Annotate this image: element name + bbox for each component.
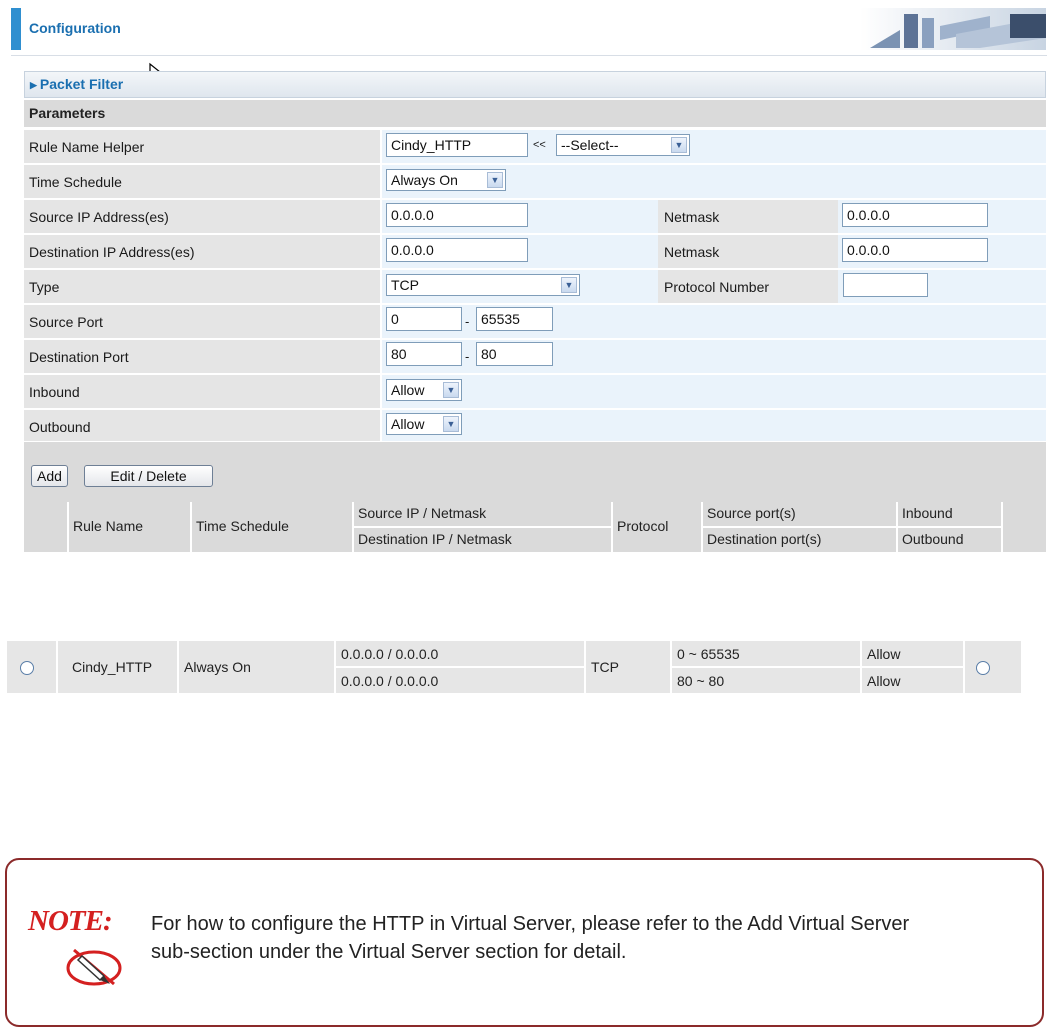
time-schedule-label: Time Schedule [29, 174, 122, 190]
inbound-label: Inbound [29, 384, 80, 400]
destination-port-to-input[interactable]: 80 [476, 342, 553, 366]
destination-port-label: Destination Port [29, 349, 129, 365]
inbound-header-label: Inbound [902, 505, 953, 521]
packet-filter-bar [24, 71, 1046, 98]
note-line-2: sub-section under the Virtual Server section for detail. [151, 941, 627, 963]
outbound-label-cell [24, 410, 380, 441]
edit-delete-button[interactable]: Edit / Delete [84, 465, 213, 487]
header-divider [11, 55, 1047, 56]
source-ip-header-label: Source IP / Netmask [358, 505, 487, 521]
row-inbound: Allow [867, 646, 901, 662]
row-source-ports-cell [672, 641, 860, 666]
inbound-label-cell [24, 375, 380, 408]
protocol-number-label-cell [658, 270, 838, 303]
section-title-label: Packet Filter [39, 76, 124, 92]
helper-separator: << [533, 139, 546, 151]
table-header-dest-ip [354, 528, 611, 552]
source-port-to-input[interactable]: 65535 [476, 307, 553, 331]
note-line-1: For how to configure the HTTP in Virtual Server, please refer to the Add Virtual Server [151, 913, 910, 935]
row-inbound-cell [862, 641, 963, 666]
inbound-select[interactable] [386, 379, 462, 401]
chevron-down-icon: ▼ [561, 277, 577, 293]
table-header-source-ip [354, 502, 611, 526]
table-header-source-ports [703, 502, 896, 526]
dest-ports-header-label: Destination port(s) [707, 531, 822, 547]
source-port-label-cell [24, 305, 380, 338]
table-header-dest-ports [703, 528, 896, 552]
source-ip-label: Source IP Address(es) [29, 209, 169, 225]
source-ports-header-label: Source port(s) [707, 505, 796, 521]
chevron-down-icon: ▼ [487, 172, 503, 188]
row-dest-ip-cell [336, 668, 584, 693]
rule-name-helper-select[interactable] [556, 134, 690, 156]
table-header-protocol [613, 502, 701, 552]
row-edit-radio[interactable] [976, 661, 990, 675]
rule-name-label: Rule Name Helper [29, 139, 145, 155]
row-outbound: Allow [867, 673, 901, 689]
rule-name-label-cell [24, 130, 380, 163]
row-time-schedule: Always On [184, 659, 251, 675]
triangle-right-icon: ▶ [30, 80, 37, 90]
protocol-number-label: Protocol Number [664, 279, 770, 295]
outbound-select-value: Allow [391, 416, 425, 432]
type-select-value: TCP [391, 277, 419, 293]
time-schedule-header-label: Time Schedule [196, 518, 289, 534]
source-port-dash: - [465, 314, 470, 329]
inbound-select-value: Allow [391, 382, 425, 398]
protocol-number-input[interactable] [843, 273, 928, 297]
chevron-down-icon: ▼ [671, 137, 687, 153]
destination-ip-label-cell [24, 235, 380, 268]
table-header-time-schedule [192, 502, 352, 552]
destination-netmask-label-cell [658, 235, 838, 268]
row-dest-ports-cell [672, 668, 860, 693]
chevron-down-icon: ▼ [443, 382, 459, 398]
time-schedule-label-cell [24, 165, 380, 198]
row-select-radio[interactable] [20, 661, 34, 675]
source-port-label: Source Port [29, 314, 103, 330]
header-accent-bar [11, 8, 21, 50]
row-dest-ip: 0.0.0.0 / 0.0.0.0 [341, 673, 439, 689]
row-outbound-cell [862, 668, 963, 693]
type-label: Type [29, 279, 60, 295]
note-label: NOTE: [28, 905, 112, 937]
row-edit-cell [965, 641, 1021, 693]
source-port-from-input[interactable]: 0 [386, 307, 462, 331]
outbound-header-label: Outbound [902, 531, 964, 547]
parameters-heading [24, 100, 1046, 127]
row-source-ports: 0 ~ 65535 [677, 646, 740, 662]
row-protocol: TCP [591, 659, 619, 675]
type-select[interactable] [386, 274, 580, 296]
destination-netmask-label: Netmask [664, 244, 720, 260]
destination-port-dash: - [465, 349, 470, 364]
outbound-select[interactable] [386, 413, 462, 435]
outbound-value-cell [382, 410, 1046, 441]
time-schedule-select[interactable] [386, 169, 506, 191]
source-netmask-label-cell [658, 200, 838, 233]
destination-port-label-cell [24, 340, 380, 373]
row-source-ip-cell [336, 641, 584, 666]
page-title: Configuration [29, 20, 121, 36]
header-banner-image [860, 8, 1046, 50]
source-ip-label-cell [24, 200, 380, 233]
row-protocol-cell [586, 641, 670, 693]
source-ip-input[interactable]: 0.0.0.0 [386, 203, 528, 227]
row-source-ip: 0.0.0.0 / 0.0.0.0 [341, 646, 439, 662]
table-header-outbound [898, 528, 1001, 552]
source-netmask-label: Netmask [664, 209, 720, 225]
rule-name-header-label: Rule Name [73, 518, 144, 534]
chevron-down-icon: ▼ [443, 416, 459, 432]
parameters-label: Parameters [29, 105, 106, 121]
destination-port-from-input[interactable]: 80 [386, 342, 462, 366]
row-rule-name-cell [58, 641, 177, 693]
row-rule-name: Cindy_HTTP [72, 659, 153, 675]
time-schedule-value: Always On [391, 172, 458, 188]
protocol-header-label: Protocol [617, 518, 669, 534]
dest-ip-header-label: Destination IP / Netmask [358, 531, 512, 547]
row-time-schedule-cell [179, 641, 334, 693]
rule-name-input[interactable]: Cindy_HTTP [386, 133, 528, 157]
table-header-edit [1003, 502, 1046, 552]
table-header-rule-name [69, 502, 190, 552]
source-netmask-input[interactable]: 0.0.0.0 [842, 203, 988, 227]
destination-ip-input[interactable]: 0.0.0.0 [386, 238, 528, 262]
note-text [151, 910, 1011, 966]
row-dest-ports: 80 ~ 80 [677, 673, 725, 689]
table-header-inbound [898, 502, 1001, 526]
destination-netmask-input[interactable]: 0.0.0.0 [842, 238, 988, 262]
pencil-icon [60, 940, 128, 988]
type-label-cell [24, 270, 380, 303]
destination-ip-label: Destination IP Address(es) [29, 244, 195, 260]
outbound-label: Outbound [29, 419, 91, 435]
rule-name-helper-select-value: --Select-- [561, 137, 619, 153]
inbound-value-cell [382, 375, 1046, 408]
section-title [30, 76, 123, 92]
add-button[interactable]: Add [31, 465, 68, 487]
table-header-select [24, 502, 67, 552]
